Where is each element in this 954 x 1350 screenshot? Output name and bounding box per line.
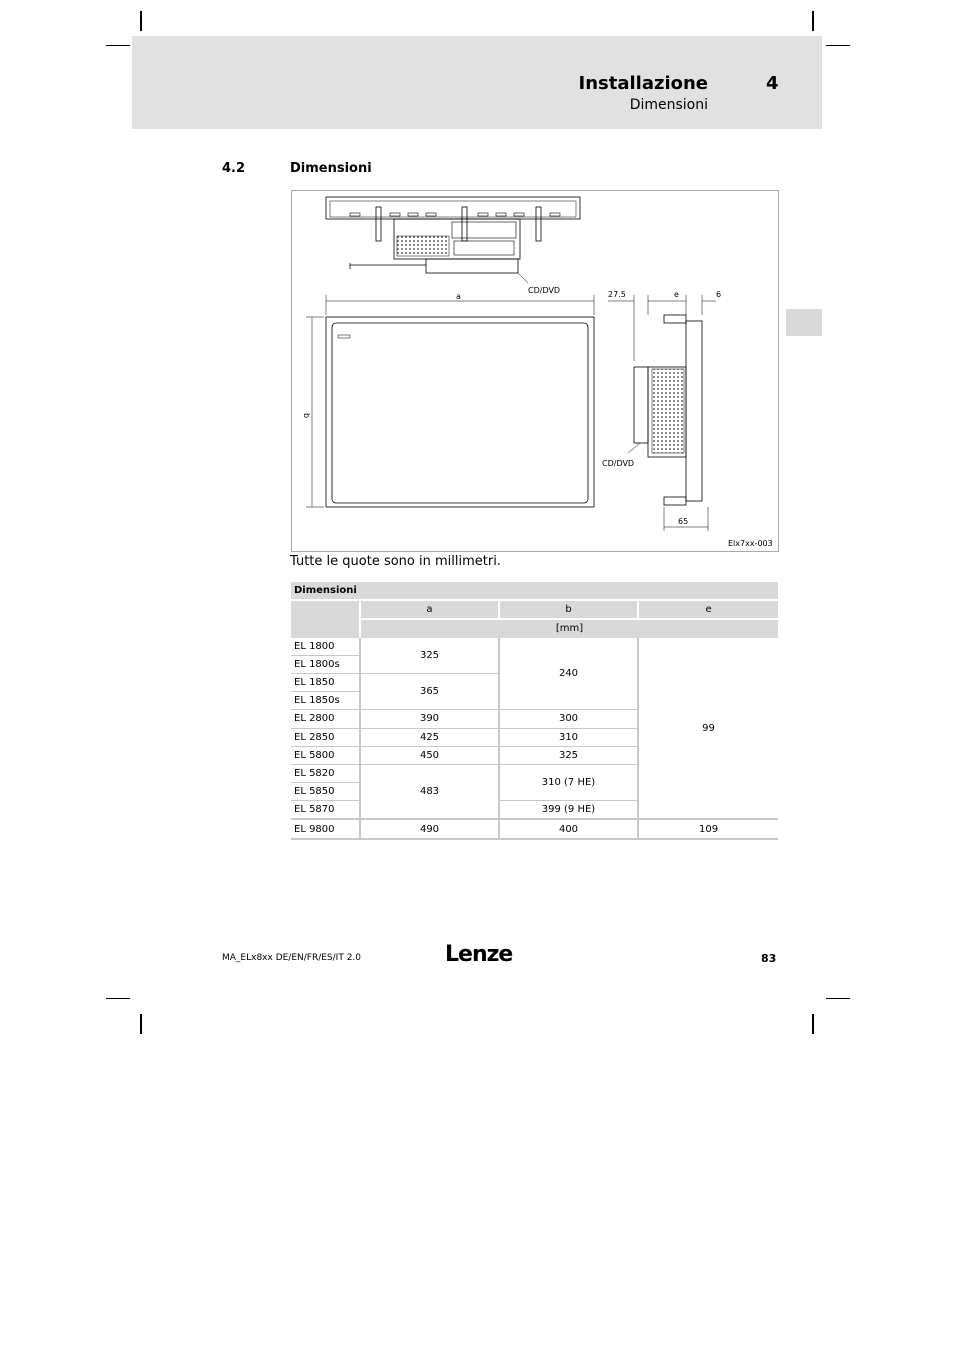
dimension-drawing bbox=[291, 190, 779, 552]
crop-mark bbox=[140, 11, 142, 31]
front-view-panel bbox=[326, 317, 594, 507]
model-cell: EL 5870 bbox=[291, 801, 360, 820]
a-cell: 490 bbox=[360, 819, 499, 838]
chapter-number: 4 bbox=[766, 73, 779, 94]
dimensions-table bbox=[291, 582, 778, 840]
e-cell: 99 bbox=[638, 638, 778, 820]
a-cell: 390 bbox=[360, 710, 499, 728]
b-cell: 300 bbox=[499, 710, 638, 728]
label-dim-27-5: 27.5 bbox=[608, 290, 626, 299]
b-cell: 400 bbox=[499, 819, 638, 838]
figure-reference: Elx7xx-003 bbox=[728, 539, 773, 548]
model-cell: EL 1850s bbox=[291, 692, 360, 710]
e-cell: 109 bbox=[638, 819, 778, 838]
crop-mark bbox=[106, 45, 130, 46]
a-cell: 325 bbox=[360, 638, 499, 674]
a-cell: 365 bbox=[360, 673, 499, 709]
model-cell: EL 1850 bbox=[291, 673, 360, 691]
header-band bbox=[132, 36, 822, 129]
footer-document-id: MA_ELx8xx DE/EN/FR/ES/IT 2.0 bbox=[222, 953, 362, 963]
model-cell: EL 9800 bbox=[291, 819, 360, 838]
section-title: Dimensioni bbox=[290, 161, 372, 176]
crop-mark bbox=[140, 1014, 142, 1034]
model-cell: EL 1800 bbox=[291, 638, 360, 656]
table-header-model bbox=[291, 600, 360, 637]
table-header-a: a bbox=[360, 600, 499, 619]
b-cell: 310 bbox=[499, 728, 638, 746]
crop-mark bbox=[812, 1014, 814, 1034]
dimension-drawing-svg bbox=[292, 191, 778, 551]
label-dim-e: e bbox=[674, 290, 679, 299]
chapter-title: Installazione bbox=[578, 73, 708, 94]
table-header-b: b bbox=[499, 600, 638, 619]
model-cell: EL 2850 bbox=[291, 728, 360, 746]
label-dim-b: b bbox=[302, 413, 311, 419]
model-cell: EL 5800 bbox=[291, 746, 360, 764]
crop-mark bbox=[106, 998, 130, 999]
label-cd-top: CD/DVD bbox=[528, 286, 561, 295]
label-dim-65: 65 bbox=[678, 517, 689, 526]
crop-mark bbox=[826, 998, 850, 999]
label-cd-side: CD/DVD bbox=[602, 459, 635, 468]
model-cell: EL 2800 bbox=[291, 710, 360, 728]
crop-mark bbox=[826, 45, 850, 46]
label-dim-6: 6 bbox=[716, 290, 722, 299]
b-cell: 240 bbox=[499, 638, 638, 710]
figure-caption: Tutte le quote sono in millimetri. bbox=[290, 554, 501, 569]
model-cell: EL 5850 bbox=[291, 783, 360, 801]
b-cell: 399 (9 HE) bbox=[499, 801, 638, 820]
chapter-subtitle: Dimensioni bbox=[629, 97, 708, 113]
table-row bbox=[291, 638, 778, 656]
table-header-unit: [mm] bbox=[360, 619, 778, 637]
model-cell: EL 5820 bbox=[291, 764, 360, 782]
model-cell: EL 1800s bbox=[291, 655, 360, 673]
table-title: Dimensioni bbox=[291, 582, 778, 600]
label-dim-a: a bbox=[456, 292, 461, 301]
top-view-frame bbox=[326, 197, 580, 219]
table-header-e: e bbox=[638, 600, 778, 619]
b-cell: 310 (7 HE) bbox=[499, 764, 638, 800]
section-number: 4.2 bbox=[222, 161, 246, 176]
b-cell: 325 bbox=[499, 746, 638, 764]
a-cell: 425 bbox=[360, 728, 499, 746]
chapter-side-tab bbox=[786, 309, 822, 336]
a-cell: 450 bbox=[360, 746, 499, 764]
crop-mark bbox=[812, 11, 814, 31]
table-row bbox=[291, 819, 778, 838]
lenze-logo: Lenze bbox=[445, 942, 513, 967]
a-cell: 483 bbox=[360, 764, 499, 819]
page-number: 83 bbox=[761, 952, 777, 965]
side-view-bezel bbox=[686, 321, 702, 501]
